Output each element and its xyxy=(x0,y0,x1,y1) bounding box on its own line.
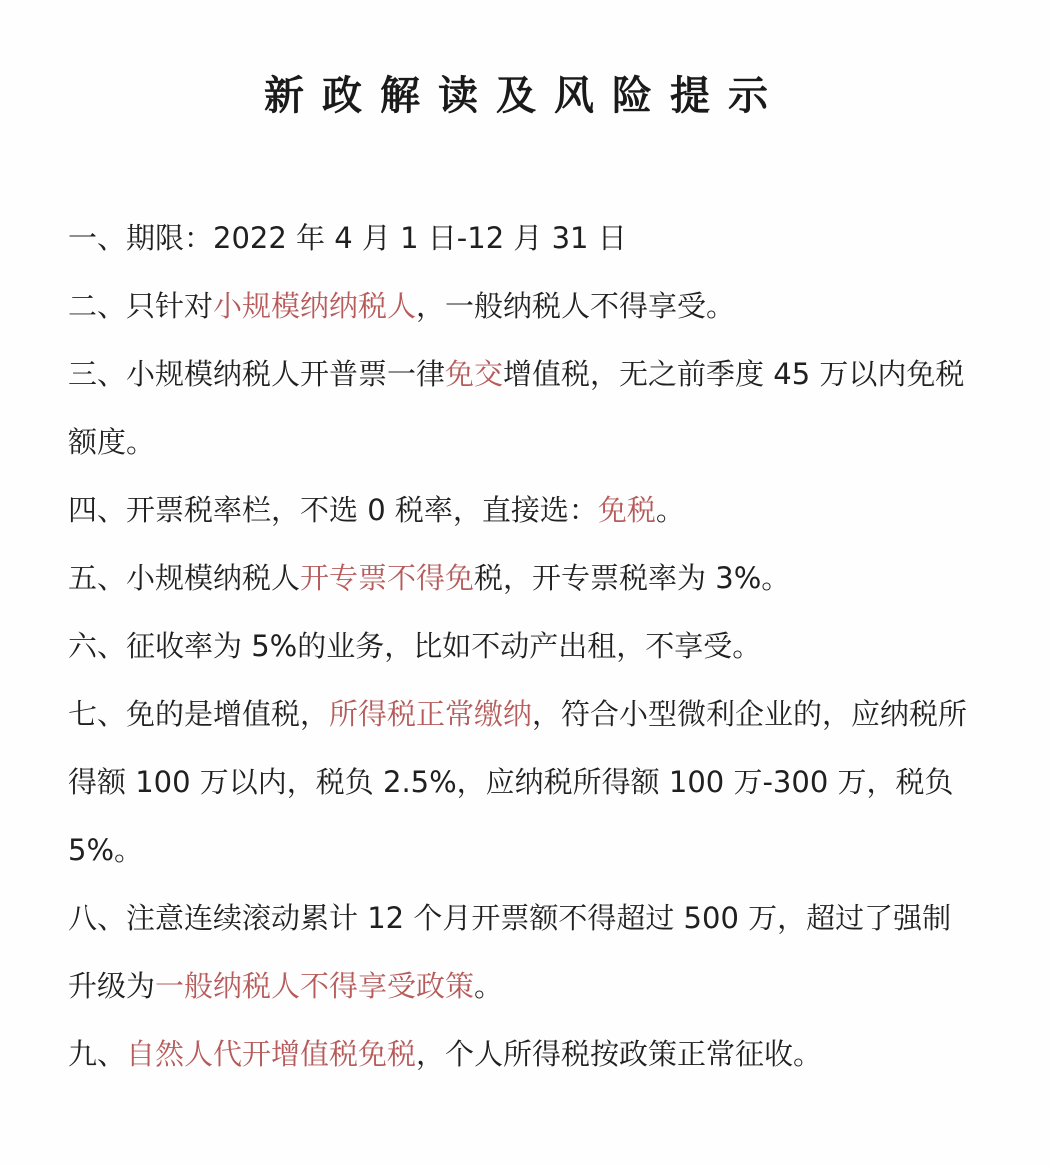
item-text: 一、期限：2022 年 4 月 1 日-12 月 31 日 xyxy=(68,221,627,255)
highlight-text: 小规模纳纳税人 xyxy=(213,289,417,323)
item-text: 九、 xyxy=(68,1037,127,1071)
highlight-text: 开专票不得免 xyxy=(300,561,475,595)
policy-item-9 xyxy=(68,1020,968,1088)
item-text: 六、征收率为 5%的业务，比如不动产出租，不享受。 xyxy=(68,629,762,663)
highlight-text: 一般纳税人不得享受政策 xyxy=(155,969,475,1003)
highlight-text: 所得税正常缴纳 xyxy=(329,697,533,731)
policy-item-5 xyxy=(68,544,968,612)
policy-item-2 xyxy=(68,272,968,340)
policy-item-1 xyxy=(68,204,968,272)
item-text: 二、只针对 xyxy=(68,289,214,323)
item-text: 八、注意连续滚动累计 12 个月开票额不得超过 500 万，超过了强制升级为 xyxy=(68,901,952,1003)
policy-item-4 xyxy=(68,476,968,544)
highlight-text: 免税 xyxy=(597,493,656,527)
item-text: 。 xyxy=(474,969,504,1003)
item-text: ，个人所得税按政策正常征收。 xyxy=(416,1037,823,1071)
policy-item-8 xyxy=(68,884,968,1020)
policy-item-6 xyxy=(68,612,968,680)
document-title: 新政解读及风险提示 xyxy=(264,72,786,119)
item-text: 。 xyxy=(655,493,685,527)
item-text: 增值税，无之前季度 45 万以内免税额度。 xyxy=(68,357,965,459)
item-text: 三、小规模纳税人开普票一律 xyxy=(68,357,446,391)
item-text: 七、免的是增值税， xyxy=(68,697,330,731)
item-text: 五、小规模纳税人 xyxy=(68,561,301,595)
policy-item-3 xyxy=(68,340,968,476)
policy-list xyxy=(68,204,968,1088)
item-text: 税，开专票税率为 3%。 xyxy=(474,561,791,595)
item-text: 四、开票税率栏，不选 0 税率，直接选： xyxy=(68,493,598,527)
policy-item-7 xyxy=(68,680,968,884)
highlight-text: 自然人代开增值税免税 xyxy=(126,1037,417,1071)
highlight-text: 免交 xyxy=(445,357,504,391)
item-text: ，符合小型微利企业的，应纳税所得额 100 万以内，税负 2.5%，应纳税所得额 100 万-300 万，税负 5%。 xyxy=(68,697,968,867)
item-text: ，一般纳税人不得享受。 xyxy=(416,289,736,323)
